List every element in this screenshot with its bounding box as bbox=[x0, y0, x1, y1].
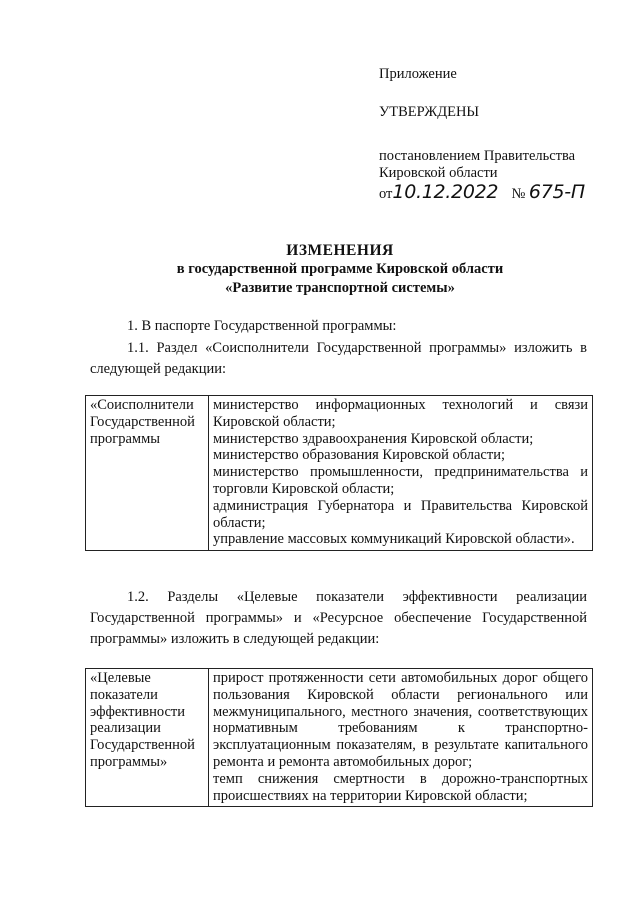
target-indicators-label: «Целевые показатели эффективности реализации Государственной программы» bbox=[86, 669, 209, 807]
list-item: министерство промышленности, предпринимательства и торговли Кировской области; bbox=[213, 464, 588, 497]
list-item: администрация Губернатора и Правительства Кировской области; bbox=[213, 497, 588, 531]
paragraph-1-2: 1.2. Разделы «Целевые показатели эффективности реализации Государственной программы» и «Ресурсное обеспечение Государственной программы» изложить в следующей редакции: bbox=[90, 589, 587, 647]
decree-line-1: постановлением Правительства bbox=[379, 148, 576, 164]
co-executors-table bbox=[85, 395, 593, 551]
list-item: министерство информационных технологий и связи Кировской области; bbox=[213, 397, 588, 430]
co-executors-list bbox=[209, 396, 593, 551]
list-item: прирост протяженности сети автомобильных дорог общего пользования Кировской области регионального или межмуниципального, местного значения, соответствующих нормативным требованиям к транспортно-эксплуатационным показателям, в результате капитального ремонта и ремонта автомобильных дорог; bbox=[213, 670, 588, 770]
table-row bbox=[86, 669, 593, 807]
handwritten-date: 10.12.2022 bbox=[392, 181, 499, 203]
list-item: темп снижения смертности в дорожно-транспортных происшествиях на территории Кировской области; bbox=[213, 770, 588, 804]
number-prefix: № bbox=[511, 186, 526, 202]
target-indicators-list bbox=[209, 669, 593, 807]
list-item: министерство здравоохранения Кировской области; bbox=[213, 430, 534, 447]
list-item: управление массовых коммуникаций Кировской области». bbox=[213, 531, 575, 548]
title-line-3: «Развитие транспортной системы» bbox=[225, 280, 455, 296]
decree-date-number bbox=[379, 181, 609, 203]
approval-block bbox=[379, 66, 609, 203]
approved-label: УТВЕРЖДЕНЫ bbox=[379, 104, 480, 120]
list-item: министерство образования Кировской области; bbox=[213, 447, 505, 464]
co-executors-label: «Соисполнители Государственной программы bbox=[86, 396, 209, 551]
paragraph-1-1: 1.1. Раздел «Соисполнители Государственной программы» изложить в следующей редакции: bbox=[90, 340, 587, 377]
decree-line-2: Кировской области bbox=[379, 165, 498, 181]
paragraph-1: 1. В паспорте Государственной программы: bbox=[127, 318, 397, 334]
target-indicators-table bbox=[85, 668, 593, 807]
handwritten-number: 675-П bbox=[528, 181, 585, 203]
document-title bbox=[90, 241, 590, 298]
table-row bbox=[86, 396, 593, 551]
title-line-2: в государственной программе Кировской области bbox=[176, 261, 504, 277]
date-prefix: от bbox=[379, 186, 393, 202]
title-main: ИЗМЕНЕНИЯ bbox=[286, 242, 394, 259]
appendix-label: Приложение bbox=[379, 66, 457, 82]
